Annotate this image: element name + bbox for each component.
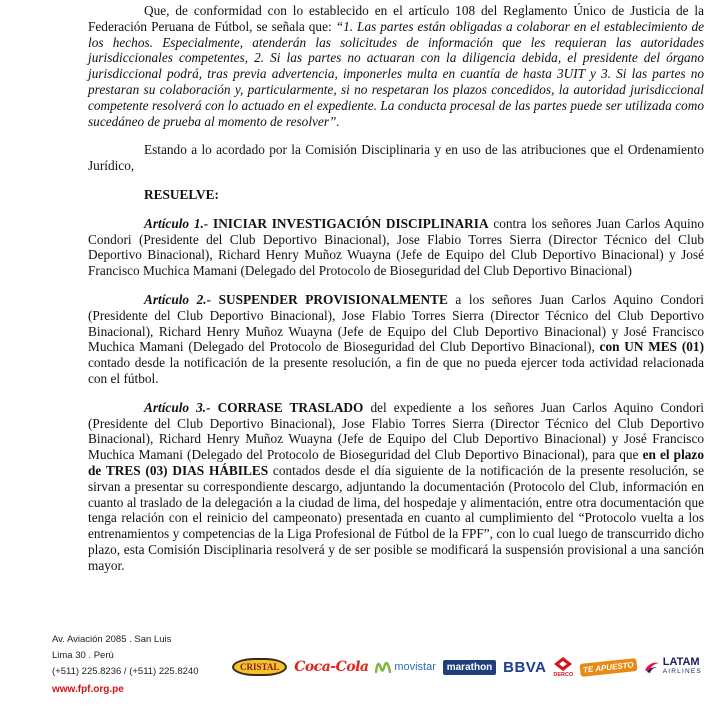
coca-cola-logo-text: Coca-Cola [294,659,369,675]
latam-logo [644,652,702,682]
address-line-2: Lima 30 . Perú [52,650,114,661]
phone-numbers: (+511) 225.8236 / (+511) 225.8240 [52,666,199,677]
articulo-2-text-b: contado desde la notificación de la presente resolución, a fin de que no pueda ejercer toda actividad relacionada con el fútbol. [88,355,704,386]
movistar-m-icon [375,661,391,673]
bbva-logo [503,652,546,682]
te-apuesto-logo-text: TE APUESTO [580,658,638,677]
paragraph-reglamento [88,3,704,129]
footer-address [52,632,199,680]
articulo-2-text-a: a los señores Juan Carlos Aquino Condori (Presidente del Club Deportivo Binacional), Jose Flabio Torres Sierra (Director Técnico del Club Deportivo Binacional), Richard Henry Muñoz Wuayna (Jefe de Equipo del Club Deportivo Binacional) y José Francisco Muchica Mamani (Delegado del Protocolo de Bioseguridad del Club Deportivo Binacional), [88,291,704,355]
articulo-3-title: Artículo 3.- [144,399,211,415]
latam-wordmark [663,658,702,676]
articulo-1-action: INICIAR INVESTIGACIÓN DISCIPLINARIA [213,215,489,231]
bbva-logo-text: BBVA [503,658,547,676]
latam-bird-icon [644,660,660,674]
cristal-logo [232,652,287,682]
articulo-1-title: Artículo 1.- [144,215,209,231]
articulo-3-text-b: contados desde el día siguiente de la notificación de la presente resolución, se sirvan a presentar su correspondiente descargo, adjuntando la documentación (Protocolo del Club, información en cuanto al traslado de la delegación a la ciudad de lima, del hospedaje y alimentación, entre otra documentación que tenga relación con el reinicio del campeonato) presentada en cuanto al cumplimiento del “Protocolo vuelta a los entrenamientos y competencias de la Liga Profesional de Fútbol de la FPF”, con lo cual luego de transcurrido dicho plazo, esta Comisión Disciplinaria resolverá y de ser posible se modificará la suspensión provisional a una sanción mayor. [88,462,704,573]
articulo-1 [88,216,704,279]
articulo-3-text-a: del expediente a los señores Juan Carlos Aquino Condori (Presidente del Club Deportivo Binacional), Jose Flabio Torres Sierra (Director Técnico del Club Deportivo Binacional), Richard Henry Muñoz Wuayna (Jefe de Equipo del Club Deportivo Binacional) y José Francisco Muchica Mamani (Delegado del Protocolo de Bioseguridad del Club Deportivo Binacional), para que [88,399,704,463]
derco-emblem-icon [553,656,573,672]
coca-cola-logo [294,652,368,682]
derco-logo-text: DERCO [553,672,574,678]
paragraph-reglamento-quote: “1. Las partes están obligadas a colaborar en el establecimiento de los hechos. Especialmente, atenderán las solicitudes de información que les requieran las autoridades jurisdiccionales competentes, 2. Si las partes no actuaran con la diligencia debida, el presidente del órgano jurisdiccional podrá, tras previa advertencia, imponerles multa en cuantía de hasta 3UIT y 3. Si las partes no prestaran su colaboración y, particularmente, si no respetaran los plazos concedidos, la autoridad jurisdiccional competente resolverá con lo actuado en el expediente. La conducta procesal de las partes puede ser utilizada como sucedáneo de prueba al momento de resolver”. [88,18,704,129]
articulo-2-title: Artículo 2.- [144,291,212,307]
te-apuesto-logo [580,652,637,682]
document-body [88,0,704,587]
articulo-2 [88,292,704,387]
cristal-logo-text: CRISTAL [232,658,287,676]
page-footer [0,620,720,718]
movistar-logo-text: movistar [394,661,436,673]
articulo-3-action: CORRASE TRASLADO [217,399,364,415]
articulo-1-text: contra los señores Juan Carlos Aquino Condori (Presidente del Club Deportivo Binacional), Jose Flabio Torres Sierra (Director Técnico del Club Deportivo Binacional), Richard Henry Muñoz Wuayna (Jefe de Equipo del Club Deportivo Binacional) y José Francisco Muchica Mamani (Delegado del Protocolo de Bioseguridad del Club Deportivo Binacional) [88,215,705,279]
marathon-logo-text: marathon [443,660,497,675]
sponsor-logos [232,650,702,684]
marathon-logo [443,652,497,682]
latam-logo-text: LATAM [662,656,700,668]
resuelve-heading: RESUELVE: [144,186,219,202]
latam-logo-subtext: AIRLINES [662,668,702,675]
movistar-logo [375,652,436,682]
articulo-3-emphasis: en el plazo de TRES (03) DIAS HÁBILES [88,447,704,478]
articulo-3 [88,400,704,574]
paragraph-acordado: Estando a lo acordado por la Comisión Disciplinaria y en uso de las atribuciones que el Ordenamiento Jurídico, [88,142,704,174]
articulo-2-action: SUSPENDER PROVISIONALMENTE [218,291,448,307]
paragraph-reglamento-intro: Que, de conformidad con lo establecido en el artículo 108 del Reglamento Único de Justicia de la Federación Peruana de Fútbol, se señala que: [88,3,704,34]
website-link[interactable]: www.fpf.org.pe [52,684,124,695]
derco-logo [553,652,573,682]
articulo-2-emphasis: con UN MES (01) [599,339,704,355]
address-line-1: Av. Aviación 2085 . San Luis [52,634,172,645]
